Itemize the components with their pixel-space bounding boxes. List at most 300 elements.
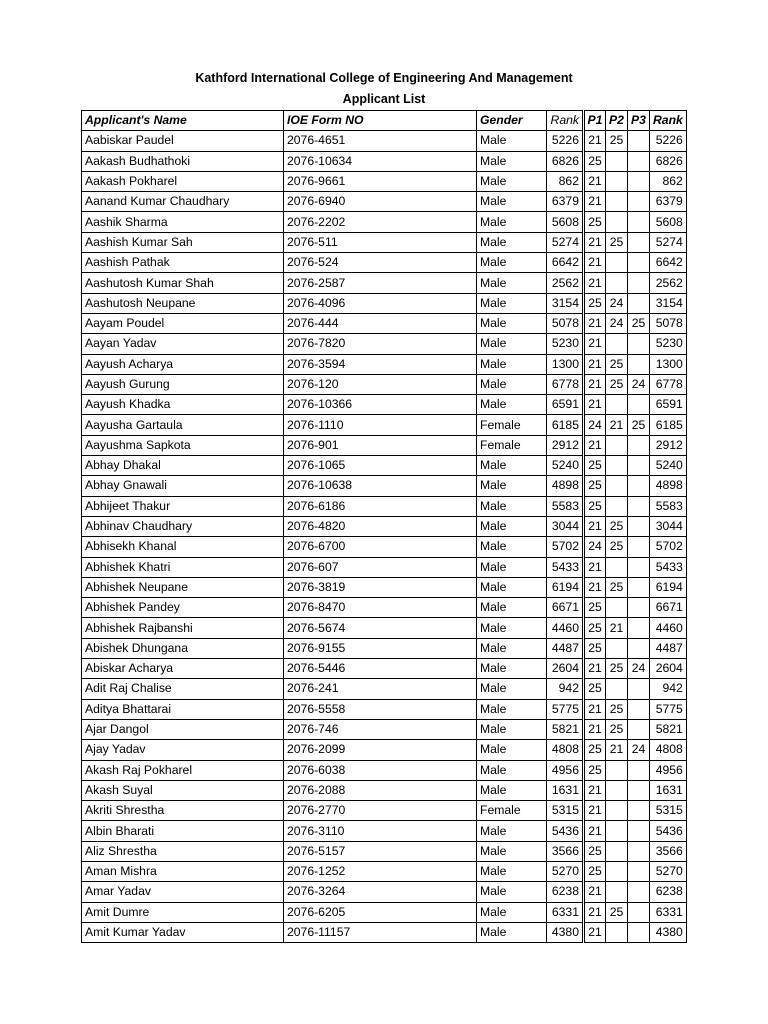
cell-p2: 24 bbox=[606, 293, 628, 313]
cell-p1: 25 bbox=[584, 841, 606, 861]
cell-rank: 5436 bbox=[547, 821, 584, 841]
cell-final-rank: 5270 bbox=[650, 861, 687, 881]
cell-p1: 21 bbox=[584, 801, 606, 821]
cell-form-no: 2076-524 bbox=[284, 253, 477, 273]
cell-p2: 25 bbox=[606, 354, 628, 374]
cell-p3 bbox=[628, 334, 650, 354]
cell-p2: 25 bbox=[606, 577, 628, 597]
cell-final-rank: 6591 bbox=[650, 395, 687, 415]
cell-p1: 25 bbox=[584, 679, 606, 699]
cell-p1: 21 bbox=[584, 882, 606, 902]
cell-p2 bbox=[606, 273, 628, 293]
cell-rank: 1300 bbox=[547, 354, 584, 374]
cell-p2 bbox=[606, 171, 628, 191]
cell-p3 bbox=[628, 760, 650, 780]
cell-applicant-name: Abhay Dhakal bbox=[82, 456, 284, 476]
cell-p3 bbox=[628, 253, 650, 273]
cell-final-rank: 4956 bbox=[650, 760, 687, 780]
cell-p3 bbox=[628, 679, 650, 699]
cell-p1: 21 bbox=[584, 131, 606, 151]
cell-form-no: 2076-2099 bbox=[284, 740, 477, 760]
table-row bbox=[82, 192, 687, 212]
cell-p3 bbox=[628, 882, 650, 902]
cell-form-no: 2076-1065 bbox=[284, 456, 477, 476]
cell-final-rank: 5775 bbox=[650, 699, 687, 719]
cell-rank: 2912 bbox=[547, 435, 584, 455]
cell-gender: Male bbox=[477, 496, 547, 516]
table-row bbox=[82, 496, 687, 516]
cell-p3 bbox=[628, 192, 650, 212]
cell-p1: 24 bbox=[584, 415, 606, 435]
header-row bbox=[82, 111, 687, 131]
cell-final-rank: 1631 bbox=[650, 780, 687, 800]
cell-p1: 21 bbox=[584, 334, 606, 354]
cell-form-no: 2076-2770 bbox=[284, 801, 477, 821]
cell-p3 bbox=[628, 354, 650, 374]
cell-rank: 5583 bbox=[547, 496, 584, 516]
cell-gender: Female bbox=[477, 415, 547, 435]
cell-p3 bbox=[628, 232, 650, 252]
cell-applicant-name: Aayusha Gartaula bbox=[82, 415, 284, 435]
cell-gender: Male bbox=[477, 456, 547, 476]
cell-applicant-name: Abhishek Pandey bbox=[82, 598, 284, 618]
table-row bbox=[82, 253, 687, 273]
cell-rank: 1631 bbox=[547, 780, 584, 800]
table-row bbox=[82, 780, 687, 800]
cell-applicant-name: Abhijeet Thakur bbox=[82, 496, 284, 516]
cell-final-rank: 862 bbox=[650, 171, 687, 191]
cell-applicant-name: Ajar Dangol bbox=[82, 719, 284, 739]
cell-form-no: 2076-1110 bbox=[284, 415, 477, 435]
cell-final-rank: 6185 bbox=[650, 415, 687, 435]
cell-gender: Female bbox=[477, 435, 547, 455]
cell-final-rank: 6194 bbox=[650, 577, 687, 597]
table-row bbox=[82, 922, 687, 942]
cell-rank: 5078 bbox=[547, 313, 584, 333]
cell-p2 bbox=[606, 821, 628, 841]
cell-final-rank: 6671 bbox=[650, 598, 687, 618]
table-row bbox=[82, 577, 687, 597]
cell-rank: 5315 bbox=[547, 801, 584, 821]
cell-p1: 21 bbox=[584, 659, 606, 679]
cell-applicant-name: Akash Suyal bbox=[82, 780, 284, 800]
cell-rank: 5274 bbox=[547, 232, 584, 252]
cell-gender: Male bbox=[477, 212, 547, 232]
cell-p1: 25 bbox=[584, 760, 606, 780]
table-row bbox=[82, 760, 687, 780]
cell-gender: Male bbox=[477, 780, 547, 800]
cell-p2 bbox=[606, 780, 628, 800]
cell-applicant-name: Aayan Yadav bbox=[82, 334, 284, 354]
cell-p2 bbox=[606, 212, 628, 232]
cell-rank: 3566 bbox=[547, 841, 584, 861]
cell-form-no: 2076-5446 bbox=[284, 659, 477, 679]
cell-gender: Female bbox=[477, 801, 547, 821]
cell-applicant-name: Abhishek Neupane bbox=[82, 577, 284, 597]
cell-applicant-name: Aayush Acharya bbox=[82, 354, 284, 374]
cell-rank: 5608 bbox=[547, 212, 584, 232]
cell-applicant-name: Aashutosh Kumar Shah bbox=[82, 273, 284, 293]
cell-applicant-name: Abhay Gnawali bbox=[82, 476, 284, 496]
cell-p1: 21 bbox=[584, 516, 606, 536]
col-header-name: Applicant's Name bbox=[82, 111, 284, 131]
cell-final-rank: 5436 bbox=[650, 821, 687, 841]
cell-rank: 2604 bbox=[547, 659, 584, 679]
cell-gender: Male bbox=[477, 821, 547, 841]
cell-gender: Male bbox=[477, 395, 547, 415]
cell-form-no: 2076-8470 bbox=[284, 598, 477, 618]
cell-applicant-name: Aanand Kumar Chaudhary bbox=[82, 192, 284, 212]
cell-rank: 5702 bbox=[547, 537, 584, 557]
table-row bbox=[82, 435, 687, 455]
cell-p3 bbox=[628, 801, 650, 821]
cell-final-rank: 5226 bbox=[650, 131, 687, 151]
cell-p1: 25 bbox=[584, 212, 606, 232]
cell-p1: 25 bbox=[584, 496, 606, 516]
cell-p2: 25 bbox=[606, 719, 628, 739]
cell-p2 bbox=[606, 476, 628, 496]
cell-rank: 4956 bbox=[547, 760, 584, 780]
applicant-table bbox=[81, 110, 687, 943]
cell-applicant-name: Aayam Poudel bbox=[82, 313, 284, 333]
cell-p1: 21 bbox=[584, 253, 606, 273]
cell-gender: Male bbox=[477, 882, 547, 902]
cell-applicant-name: Amar Yadav bbox=[82, 882, 284, 902]
cell-form-no: 2076-3264 bbox=[284, 882, 477, 902]
cell-p1: 21 bbox=[584, 395, 606, 415]
cell-final-rank: 942 bbox=[650, 679, 687, 699]
table-row bbox=[82, 821, 687, 841]
cell-p2: 25 bbox=[606, 659, 628, 679]
list-subtitle: Applicant List bbox=[342, 92, 426, 106]
cell-form-no: 2076-6038 bbox=[284, 760, 477, 780]
cell-gender: Male bbox=[477, 740, 547, 760]
cell-p3 bbox=[628, 212, 650, 232]
table-row bbox=[82, 415, 687, 435]
table-row bbox=[82, 801, 687, 821]
cell-final-rank: 5608 bbox=[650, 212, 687, 232]
col-header-rank: Rank bbox=[547, 111, 584, 131]
cell-form-no: 2076-2202 bbox=[284, 212, 477, 232]
cell-final-rank: 4898 bbox=[650, 476, 687, 496]
cell-applicant-name: Aayush Gurung bbox=[82, 374, 284, 394]
cell-rank: 5433 bbox=[547, 557, 584, 577]
table-row bbox=[82, 131, 687, 151]
cell-p3 bbox=[628, 516, 650, 536]
cell-rank: 4380 bbox=[547, 922, 584, 942]
cell-p3 bbox=[628, 496, 650, 516]
cell-p3 bbox=[628, 557, 650, 577]
cell-rank: 6778 bbox=[547, 374, 584, 394]
table-row bbox=[82, 618, 687, 638]
cell-form-no: 2076-3594 bbox=[284, 354, 477, 374]
cell-p3 bbox=[628, 456, 650, 476]
cell-final-rank: 1300 bbox=[650, 354, 687, 374]
cell-final-rank: 6379 bbox=[650, 192, 687, 212]
cell-rank: 6591 bbox=[547, 395, 584, 415]
cell-final-rank: 6642 bbox=[650, 253, 687, 273]
cell-p1: 25 bbox=[584, 861, 606, 881]
table-row bbox=[82, 516, 687, 536]
cell-applicant-name: Aabiskar Paudel bbox=[82, 131, 284, 151]
table-row bbox=[82, 861, 687, 881]
cell-p2 bbox=[606, 253, 628, 273]
cell-gender: Male bbox=[477, 192, 547, 212]
cell-final-rank: 3044 bbox=[650, 516, 687, 536]
cell-form-no: 2076-2587 bbox=[284, 273, 477, 293]
cell-p2: 25 bbox=[606, 699, 628, 719]
table-row bbox=[82, 476, 687, 496]
cell-gender: Male bbox=[477, 334, 547, 354]
cell-gender: Male bbox=[477, 841, 547, 861]
cell-applicant-name: Aakash Budhathoki bbox=[82, 151, 284, 171]
cell-rank: 5775 bbox=[547, 699, 584, 719]
cell-final-rank: 3154 bbox=[650, 293, 687, 313]
cell-gender: Male bbox=[477, 577, 547, 597]
cell-p3 bbox=[628, 293, 650, 313]
cell-p3: 24 bbox=[628, 374, 650, 394]
cell-final-rank: 6238 bbox=[650, 882, 687, 902]
cell-applicant-name: Aashish Kumar Sah bbox=[82, 232, 284, 252]
cell-applicant-name: Aayush Khadka bbox=[82, 395, 284, 415]
cell-applicant-name: Abishek Dhungana bbox=[82, 638, 284, 658]
cell-applicant-name: Aayushma Sapkota bbox=[82, 435, 284, 455]
cell-p3 bbox=[628, 537, 650, 557]
cell-rank: 6194 bbox=[547, 577, 584, 597]
table-row bbox=[82, 598, 687, 618]
cell-p3: 24 bbox=[628, 659, 650, 679]
cell-p2: 25 bbox=[606, 537, 628, 557]
cell-gender: Male bbox=[477, 699, 547, 719]
cell-p3 bbox=[628, 598, 650, 618]
table-row bbox=[82, 374, 687, 394]
table-body bbox=[82, 131, 687, 943]
cell-final-rank: 4460 bbox=[650, 618, 687, 638]
cell-form-no: 2076-511 bbox=[284, 232, 477, 252]
col-header-p1: P1 bbox=[584, 111, 606, 131]
cell-rank: 6671 bbox=[547, 598, 584, 618]
cell-rank: 4487 bbox=[547, 638, 584, 658]
cell-form-no: 2076-10634 bbox=[284, 151, 477, 171]
cell-applicant-name: Abiskar Acharya bbox=[82, 659, 284, 679]
cell-applicant-name: Aakash Pokharel bbox=[82, 171, 284, 191]
cell-form-no: 2076-6700 bbox=[284, 537, 477, 557]
cell-p1: 21 bbox=[584, 374, 606, 394]
table-row bbox=[82, 537, 687, 557]
cell-p2: 25 bbox=[606, 902, 628, 922]
cell-final-rank: 5240 bbox=[650, 456, 687, 476]
table-row bbox=[82, 273, 687, 293]
cell-p2 bbox=[606, 395, 628, 415]
col-header-p2: P2 bbox=[606, 111, 628, 131]
cell-rank: 5240 bbox=[547, 456, 584, 476]
cell-final-rank: 5230 bbox=[650, 334, 687, 354]
cell-p1: 25 bbox=[584, 598, 606, 618]
cell-p1: 25 bbox=[584, 618, 606, 638]
cell-p2 bbox=[606, 598, 628, 618]
col-header-p3: P3 bbox=[628, 111, 650, 131]
cell-p1: 21 bbox=[584, 922, 606, 942]
cell-p1: 21 bbox=[584, 699, 606, 719]
cell-p1: 25 bbox=[584, 456, 606, 476]
cell-gender: Male bbox=[477, 313, 547, 333]
cell-applicant-name: Adit Raj Chalise bbox=[82, 679, 284, 699]
cell-p1: 21 bbox=[584, 435, 606, 455]
table-row bbox=[82, 638, 687, 658]
cell-p3 bbox=[628, 821, 650, 841]
cell-p2 bbox=[606, 882, 628, 902]
cell-gender: Male bbox=[477, 760, 547, 780]
cell-final-rank: 5433 bbox=[650, 557, 687, 577]
cell-p2: 21 bbox=[606, 415, 628, 435]
cell-gender: Male bbox=[477, 598, 547, 618]
cell-p2: 21 bbox=[606, 618, 628, 638]
cell-p2: 24 bbox=[606, 313, 628, 333]
cell-final-rank: 5315 bbox=[650, 801, 687, 821]
cell-gender: Male bbox=[477, 232, 547, 252]
cell-final-rank: 5078 bbox=[650, 313, 687, 333]
cell-rank: 4808 bbox=[547, 740, 584, 760]
cell-p2 bbox=[606, 922, 628, 942]
cell-final-rank: 2912 bbox=[650, 435, 687, 455]
cell-final-rank: 4380 bbox=[650, 922, 687, 942]
cell-p1: 25 bbox=[584, 740, 606, 760]
cell-p2 bbox=[606, 861, 628, 881]
cell-p2 bbox=[606, 456, 628, 476]
cell-p3 bbox=[628, 435, 650, 455]
cell-p2 bbox=[606, 841, 628, 861]
cell-p3 bbox=[628, 780, 650, 800]
cell-gender: Male bbox=[477, 902, 547, 922]
cell-p3 bbox=[628, 719, 650, 739]
cell-p1: 21 bbox=[584, 313, 606, 333]
col-header-form-no: IOE Form NO bbox=[284, 111, 477, 131]
table-row bbox=[82, 313, 687, 333]
cell-p1: 21 bbox=[584, 192, 606, 212]
table-row bbox=[82, 232, 687, 252]
cell-gender: Male bbox=[477, 171, 547, 191]
cell-p3 bbox=[628, 861, 650, 881]
table-row bbox=[82, 719, 687, 739]
cell-gender: Male bbox=[477, 719, 547, 739]
cell-rank: 6238 bbox=[547, 882, 584, 902]
cell-rank: 3154 bbox=[547, 293, 584, 313]
cell-form-no: 2076-6205 bbox=[284, 902, 477, 922]
cell-gender: Male bbox=[477, 151, 547, 171]
cell-rank: 6826 bbox=[547, 151, 584, 171]
cell-form-no: 2076-11157 bbox=[284, 922, 477, 942]
cell-p3 bbox=[628, 638, 650, 658]
cell-form-no: 2076-9661 bbox=[284, 171, 477, 191]
col-header-gender: Gender bbox=[477, 111, 547, 131]
cell-final-rank: 5702 bbox=[650, 537, 687, 557]
cell-p2: 21 bbox=[606, 740, 628, 760]
cell-p1: 21 bbox=[584, 232, 606, 252]
cell-applicant-name: Amit Dumre bbox=[82, 902, 284, 922]
cell-gender: Male bbox=[477, 618, 547, 638]
cell-gender: Male bbox=[477, 293, 547, 313]
cell-final-rank: 2562 bbox=[650, 273, 687, 293]
cell-final-rank: 3566 bbox=[650, 841, 687, 861]
table-row bbox=[82, 151, 687, 171]
cell-rank: 5230 bbox=[547, 334, 584, 354]
cell-gender: Male bbox=[477, 679, 547, 699]
cell-gender: Male bbox=[477, 638, 547, 658]
cell-p1: 21 bbox=[584, 171, 606, 191]
cell-p1: 25 bbox=[584, 293, 606, 313]
cell-rank: 5226 bbox=[547, 131, 584, 151]
cell-gender: Male bbox=[477, 922, 547, 942]
cell-p2 bbox=[606, 496, 628, 516]
cell-p3: 25 bbox=[628, 415, 650, 435]
cell-p1: 21 bbox=[584, 780, 606, 800]
table-row bbox=[82, 841, 687, 861]
cell-gender: Male bbox=[477, 861, 547, 881]
cell-gender: Male bbox=[477, 354, 547, 374]
cell-applicant-name: Abhinav Chaudhary bbox=[82, 516, 284, 536]
cell-p2: 25 bbox=[606, 516, 628, 536]
cell-applicant-name: Abhishek Rajbanshi bbox=[82, 618, 284, 638]
cell-gender: Male bbox=[477, 537, 547, 557]
cell-p2 bbox=[606, 760, 628, 780]
cell-form-no: 2076-5157 bbox=[284, 841, 477, 861]
cell-rank: 6331 bbox=[547, 902, 584, 922]
cell-applicant-name: Albin Bharati bbox=[82, 821, 284, 841]
table-row bbox=[82, 456, 687, 476]
cell-p3 bbox=[628, 618, 650, 638]
cell-p1: 21 bbox=[584, 719, 606, 739]
table-row bbox=[82, 699, 687, 719]
cell-rank: 5821 bbox=[547, 719, 584, 739]
cell-form-no: 2076-4651 bbox=[284, 131, 477, 151]
cell-p1: 21 bbox=[584, 577, 606, 597]
cell-gender: Male bbox=[477, 557, 547, 577]
cell-form-no: 2076-3819 bbox=[284, 577, 477, 597]
table-row bbox=[82, 395, 687, 415]
cell-applicant-name: Aashik Sharma bbox=[82, 212, 284, 232]
cell-p1: 25 bbox=[584, 476, 606, 496]
cell-form-no: 2076-5558 bbox=[284, 699, 477, 719]
cell-gender: Male bbox=[477, 476, 547, 496]
cell-final-rank: 5274 bbox=[650, 232, 687, 252]
cell-form-no: 2076-241 bbox=[284, 679, 477, 699]
table-row bbox=[82, 902, 687, 922]
cell-form-no: 2076-5674 bbox=[284, 618, 477, 638]
cell-form-no: 2076-901 bbox=[284, 435, 477, 455]
cell-p3 bbox=[628, 131, 650, 151]
cell-applicant-name: Abhisekh Khanal bbox=[82, 537, 284, 557]
cell-p3 bbox=[628, 273, 650, 293]
cell-rank: 862 bbox=[547, 171, 584, 191]
cell-form-no: 2076-10638 bbox=[284, 476, 477, 496]
table-row bbox=[82, 557, 687, 577]
cell-final-rank: 4487 bbox=[650, 638, 687, 658]
cell-form-no: 2076-7820 bbox=[284, 334, 477, 354]
cell-p3 bbox=[628, 476, 650, 496]
cell-applicant-name: Akriti Shrestha bbox=[82, 801, 284, 821]
table-row bbox=[82, 212, 687, 232]
table-row bbox=[82, 882, 687, 902]
cell-form-no: 2076-4096 bbox=[284, 293, 477, 313]
cell-p1: 25 bbox=[584, 638, 606, 658]
col-header-final-rank: Rank bbox=[650, 111, 687, 131]
cell-form-no: 2076-6186 bbox=[284, 496, 477, 516]
cell-form-no: 2076-3110 bbox=[284, 821, 477, 841]
cell-applicant-name: Akash Raj Pokharel bbox=[82, 760, 284, 780]
cell-p1: 21 bbox=[584, 821, 606, 841]
cell-applicant-name: Aditya Bhattarai bbox=[82, 699, 284, 719]
cell-p2 bbox=[606, 557, 628, 577]
